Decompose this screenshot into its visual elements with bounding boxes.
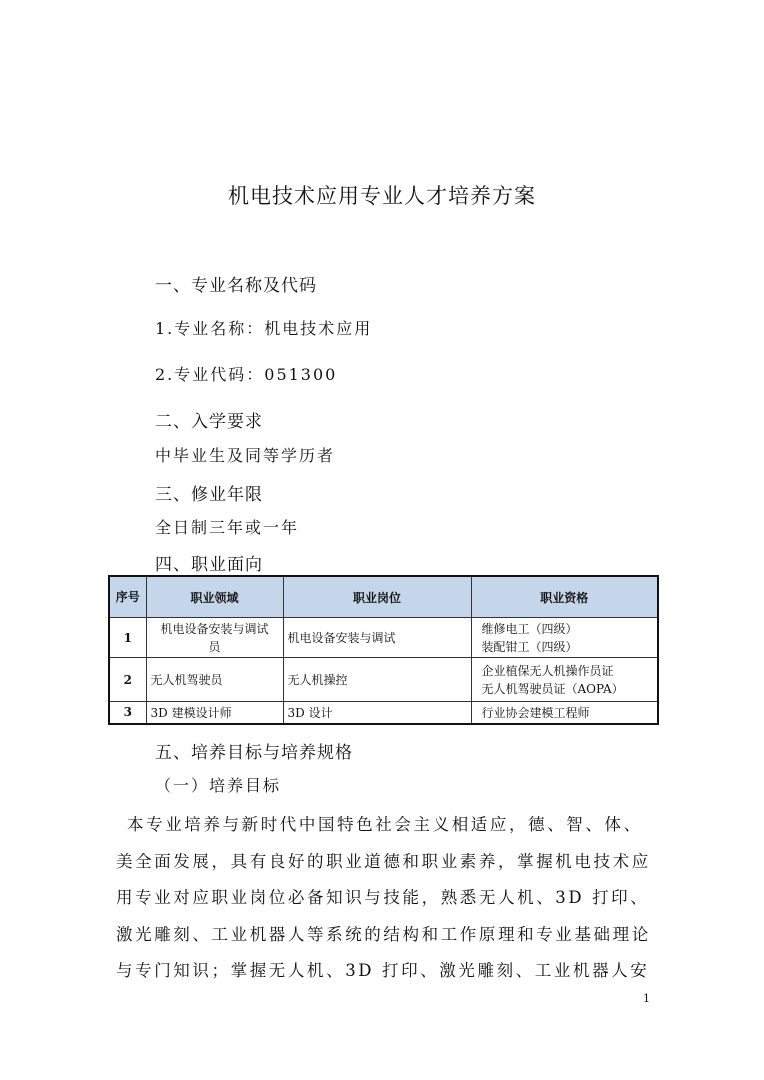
paragraph-line: 激光雕刻、工业机器人等系统的结构和工作原理和专业基础理论 [116, 925, 651, 944]
section-heading-major: 一、专业名称及代码 [155, 276, 317, 296]
row-field: 3D 建模设计师 [146, 702, 283, 724]
table-row [109, 618, 658, 658]
row-field: 机电设备安装与调试 员 [146, 618, 283, 658]
row-field: 无人机驾驶员 [146, 658, 283, 702]
table-row [109, 658, 658, 702]
header-field: 职业领域 [146, 576, 283, 618]
row-cert: 企业植保无人机操作员证 无人机驾驶员证（AOPA） [471, 658, 658, 702]
row-cert: 行业协会建模工程师 [471, 702, 658, 724]
row-no: 2 [109, 658, 146, 702]
header-no: 序号 [109, 576, 146, 618]
row-post: 机电设备安装与调试 [283, 618, 471, 658]
header-cert: 职业资格 [471, 576, 658, 618]
row-cert: 维修电工（四级） 装配钳工（四级） [471, 618, 658, 658]
row-post: 无人机操控 [283, 658, 471, 702]
section-heading-duration: 三、修业年限 [155, 485, 263, 505]
page-number: 1 [643, 992, 650, 1005]
duration-text: 全日制三年或一年 [155, 518, 300, 537]
page-title: 机电技术应用专业人才培养方案 [228, 184, 536, 208]
row-no: 3 [109, 702, 146, 724]
section-heading-career: 四、职业面向 [155, 555, 263, 575]
row-post: 3D 设计 [283, 702, 471, 724]
header-post: 职业岗位 [283, 576, 471, 618]
section-heading-admission: 二、入学要求 [155, 412, 263, 432]
paragraph-line: 用专业对应职业岗位必备知识与技能，熟悉无人机、3D 打印、 [116, 888, 650, 907]
row-no: 1 [109, 618, 146, 658]
career-table [108, 575, 659, 725]
section-heading-objectives: 五、培养目标与培养规格 [155, 743, 353, 763]
paragraph-line: 本专业培养与新时代中国特色社会主义相适应，德、智、体、 [127, 815, 643, 834]
table-row [109, 702, 658, 724]
paragraph-line: 美全面发展，具有良好的职业道德和职业素养，掌握机电技术应 [116, 852, 651, 871]
table-header-row [109, 576, 658, 618]
admission-text: 中毕业生及同等学历者 [155, 446, 336, 465]
subsection-heading: （一）培养目标 [155, 776, 282, 795]
paragraph-line: 与专门知识；掌握无人机、3D 打印、激光雕刻、工业机器人安 [116, 961, 650, 980]
major-name-line: 1.专业名称：机电技术应用 [155, 319, 373, 338]
major-code-line: 2.专业代码：051300 [155, 365, 338, 384]
